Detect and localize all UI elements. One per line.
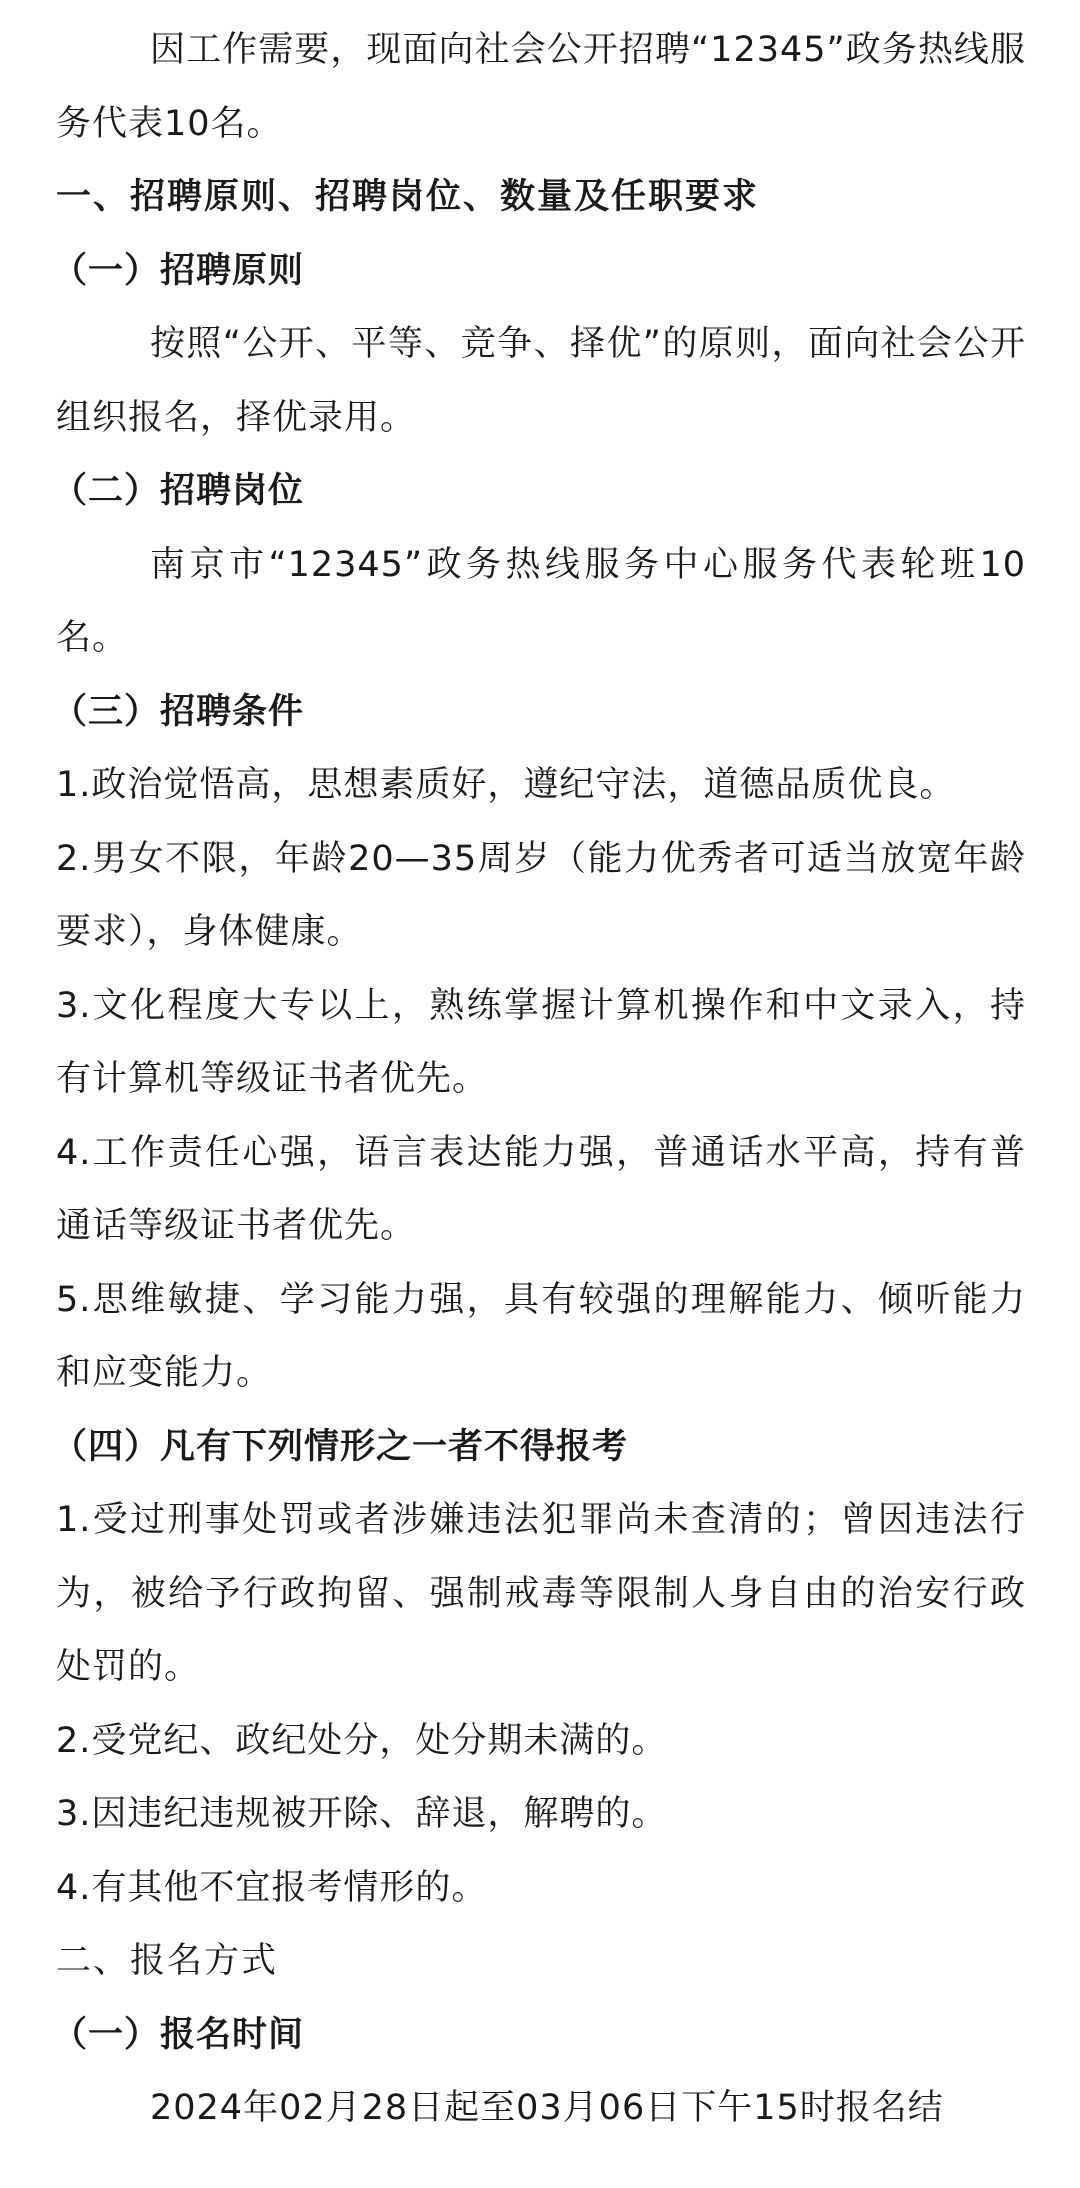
subheading-exclusions: （四）凡有下列情形之一者不得报考 [52,1426,629,1467]
subheading-registration-time: （一）报名时间 [52,2014,305,2055]
principle-paragraph: 按照“公开、平等、竞争、择优”的原则，面向社会公开组织报名，择优录用。 [56,324,1026,438]
section-heading-registration: 二、报名方式 [56,1941,279,1981]
subheading-post: （二）招聘岗位 [52,471,305,511]
subheading-principle: （一）招聘原则 [52,250,305,291]
condition-item: 4.工作责任心强，语言表达能力强，普通话水平高，持有普通话等级证书者优先。 [56,1132,1026,1246]
subheading-conditions: （三）招聘条件 [52,691,305,732]
condition-item: 3.文化程度大专以上，熟练掌握计算机操作和中文录入，持有计算机等级证书者优先。 [56,985,1026,1099]
registration-time-paragraph: 2024年02月28日起至03月06日下午15时报名结 [150,2088,944,2124]
exclusion-item: 4.有其他不宜报考情形的。 [56,1867,488,1908]
exclusion-item: 3.因违纪违规被开除、辞退，解聘的。 [56,1794,668,1834]
condition-item: 1.政治觉悟高，思想素质好，遵纪守法，道德品质优良。 [56,765,956,805]
exclusion-item: 2.受党纪、政纪处分，处分期未满的。 [56,1720,668,1761]
condition-item: 5.思维敏捷、学习能力强，具有较强的理解能力、倾听能力和应变能力。 [56,1279,1026,1393]
section-heading-recruitment: 一、招聘原则、招聘岗位、数量及任职要求 [56,177,760,217]
post-paragraph: 南京市“12345”政务热线服务中心服务代表轮班10名。 [56,544,1026,658]
intro-paragraph: 因工作需要，现面向社会公开招聘“12345”政务热线服务代表10名。 [56,30,1026,144]
exclusion-item: 1.受过刑事处罚或者涉嫌违法犯罪尚未查清的；曾因违法行为，被给予行政拘留、强制戒毒等限制人身自由的治安行政处罚的。 [56,1500,1026,1687]
condition-item: 2.男女不限，年龄20—35周岁（能力优秀者可适当放宽年龄要求），身体健康。 [56,838,1026,952]
registration-time-clipped [56,2072,1026,2124]
document-body [52,14,1026,2124]
